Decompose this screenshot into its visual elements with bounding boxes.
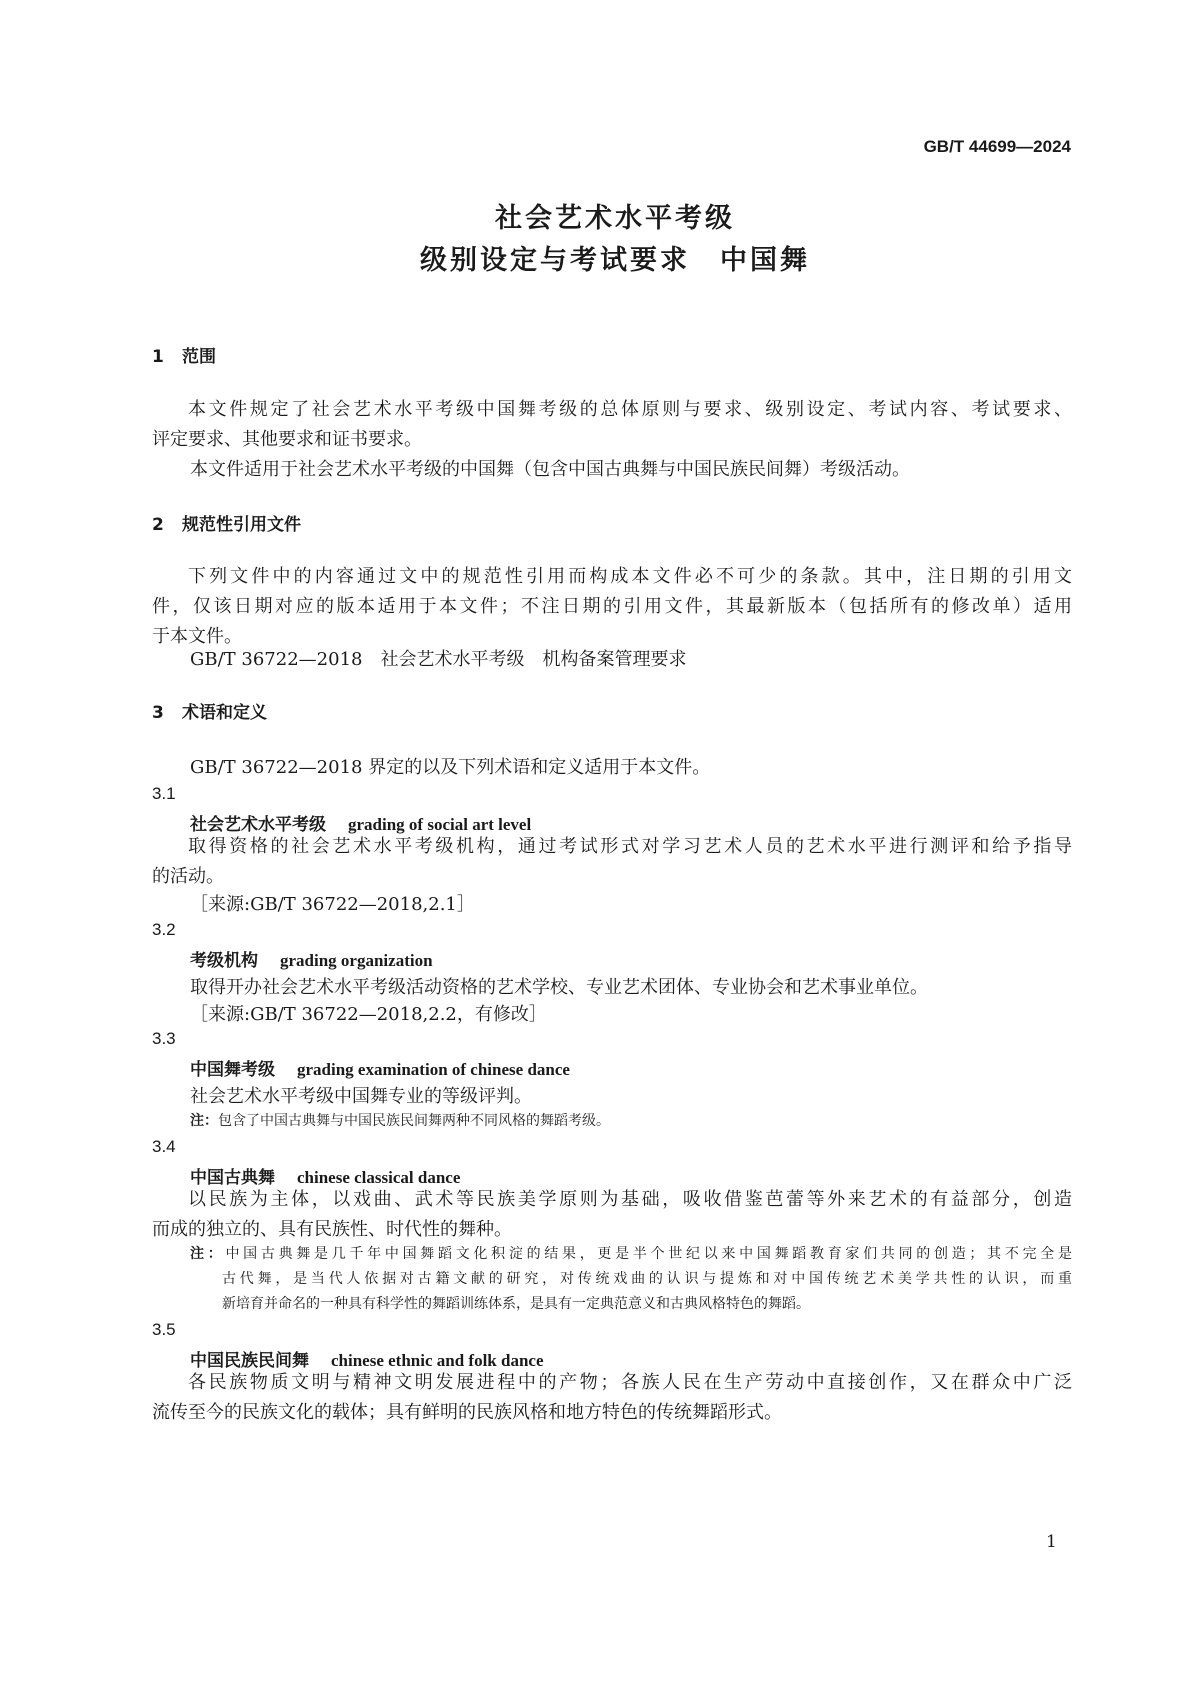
note-text: 包含了中国古典舞与中国民族民间舞两种不同风格的舞蹈考级。 [218,1113,610,1129]
text-line: 评定要求、其他要求和证书要求。 [152,429,422,450]
normative-reference-item: GB/T 36722—2018 社会艺术水平考级 机构备案管理要求 [190,649,687,670]
text-line: 以民族为主体，以戏曲、武术等民族美学原则为基础，吸收借鉴芭蕾等外来艺术的有益部分，创造 [188,1189,1072,1210]
term-definition [152,1185,1072,1245]
section-3-heading [152,698,267,723]
term-number: 3.4 [152,1137,176,1156]
section-title: 范围 [182,347,216,367]
term-number: 3.2 [152,920,176,939]
term-number: 3.5 [152,1320,176,1339]
term-definition: 社会艺术水平考级中国舞专业的等级评判。 [190,1086,532,1107]
term-en: grading organization [280,951,433,970]
text-line: 而成的独立的、具有民族性、时代性的舞种。 [152,1219,512,1240]
normative-references-paragraph [152,562,1072,652]
text-line: 本文件规定了社会艺术水平考级中国舞考级的总体原则与要求、级别设定、考试内容、考试要求、 [188,399,1072,420]
section-1-heading [152,342,216,367]
section-title: 术语和定义 [182,703,267,723]
term-source: ［来源:GB/T 36722—2018,2.2，有修改］ [190,1004,547,1025]
standard-code: GB/T 44699—2024 [923,137,1071,156]
note-text: 中国古典舞是几千年中国舞蹈文化积淀的结果，更是半个世纪以来中国舞蹈教育家们共同的创造；其不完全是 [225,1246,1073,1262]
text-line: 的活动。 [152,866,224,887]
term-en: grading of social art level [348,815,532,834]
text-line: 新培育并命名的一种具有科学性的舞蹈训练体系，是具有一定典范意义和古典风格特色的舞蹈。 [222,1296,810,1312]
section-number: 1 [152,347,164,367]
term-zh: 中国古典舞 [190,1168,275,1188]
page-number: 1 [1046,1532,1057,1552]
text-line: 各民族物质文明与精神文明发展进程中的产物；各族人民在生产劳动中直接创作，又在群众中广泛 [188,1372,1072,1393]
term-note [190,1110,610,1130]
term-note [190,1242,1072,1317]
term-heading [190,1055,570,1080]
term-zh: 中国舞考级 [190,1060,275,1080]
terms-intro: GB/T 36722—2018 界定的以及下列术语和定义适用于本文件。 [190,757,711,778]
term-en: chinese ethnic and folk dance [331,1351,544,1370]
term-zh: 中国民族民间舞 [190,1351,309,1371]
term-definition [152,1368,1072,1428]
section-title: 规范性引用文件 [182,515,301,535]
term-definition [152,832,1072,892]
document-title-line-1: 社会艺术水平考级 [495,203,735,234]
term-zh: 社会艺术水平考级 [190,815,326,835]
document-title-line-2: 级别设定与考试要求 中国舞 [420,245,810,276]
text-line: 件，仅该日期对应的版本适用于本文件；不注日期的引用文件，其最新版本（包括所有的修改单）适用 [152,596,1072,617]
term-zh: 考级机构 [190,951,258,971]
term-source: ［来源:GB/T 36722—2018,2.1］ [190,894,475,915]
text-line: 下列文件中的内容通过文中的规范性引用而构成本文件必不可少的条款。其中，注日期的引用文 [188,566,1072,587]
text-line [190,1242,1072,1267]
term-en: chinese classical dance [297,1168,461,1187]
term-heading [190,946,433,971]
text-line: 流传至今的民族文化的载体；具有鲜明的民族风格和地方特色的传统舞蹈形式。 [152,1402,782,1423]
text-line: 于本文件。 [152,626,242,647]
text-line: 取得资格的社会艺术水平考级机构，通过考试形式对学习艺术人员的艺术水平进行测评和给予指导 [188,836,1072,857]
note-label: 注： [190,1246,226,1262]
section-number: 2 [152,515,164,535]
section-number: 3 [152,703,164,723]
term-number: 3.1 [152,784,176,803]
term-definition: 取得开办社会艺术水平考级活动资格的艺术学校、专业艺术团体、专业协会和艺术事业单位。 [190,977,928,998]
scope-paragraph-2: 本文件适用于社会艺术水平考级的中国舞（包含中国古典舞与中国民族民间舞）考级活动。 [190,459,910,480]
term-en: grading examination of chinese dance [297,1060,570,1079]
text-line: 古代舞，是当代人依据对古籍文献的研究，对传统戏曲的认识与提炼和对中国传统艺术美学共性的认识，而重 [222,1271,1072,1287]
section-2-heading [152,510,301,535]
scope-paragraph-1 [152,395,1072,455]
term-number: 3.3 [152,1029,176,1048]
note-label: 注： [190,1113,218,1129]
